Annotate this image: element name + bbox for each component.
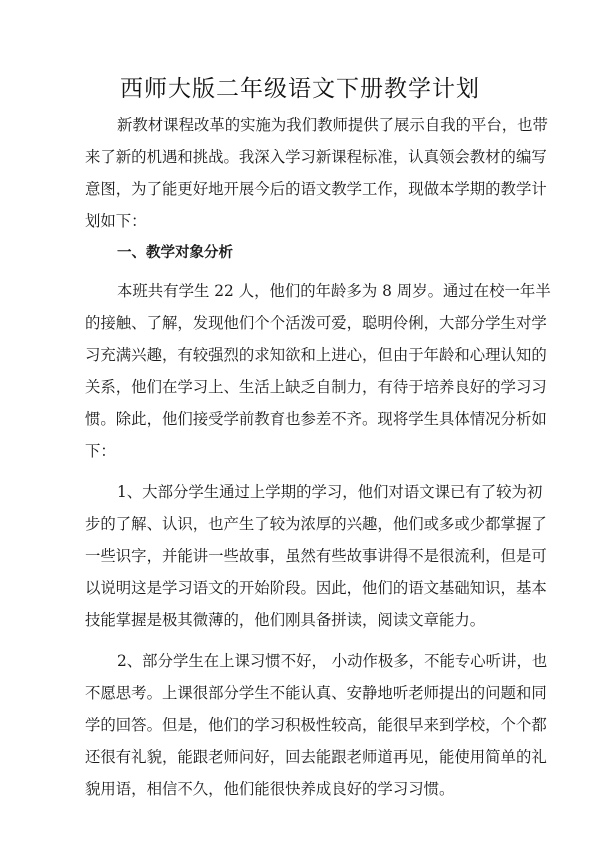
point1-line-1: 1、大部分学生通过上学期的学习，他们对语文课已有了较为初 (117, 483, 543, 501)
analysis-line-2: 的接触、了解，发现他们个个活泼可爱，聪明伶俐，大部分学生对学 (85, 314, 547, 332)
analysis-line-6: 下： (85, 442, 116, 460)
point2-line-5: 貌用语，相信不久，他们能很快养成良好的学习习惯。 (85, 780, 455, 798)
point2-line-1: 2、部分学生在上课习惯不好， 小动作极多，不能专心听讲，也 (117, 652, 548, 670)
point2-line-3: 学的回答。但是，他们的学习积极性较高，能很早来到学校，个个都 (85, 716, 547, 734)
point1-line-2: 步的了解、认识，也产生了较为浓厚的兴趣，他们或多或少都掌握了 (85, 515, 547, 533)
analysis-line-1: 本班共有学生 22 人，他们的年龄多为 8 周岁。通过在校一年半 (117, 282, 551, 300)
point2-line-4: 还很有礼貌，能跟老师问好，回去能跟老师道再见，能使用简单的礼 (85, 748, 547, 766)
section-heading-student-analysis: 一、教学对象分析 (117, 245, 233, 261)
point1-line-4: 以说明这是学习语文的开始阶段。因此，他们的语文基础知识，基本 (85, 579, 547, 597)
analysis-line-5: 惯。除此，他们接受学前教育也参差不齐。现将学生具体情况分析如 (85, 410, 547, 428)
intro-line-3: 意图，为了能更好地开展今后的语文教学工作，现做本学期的教学计 (85, 180, 547, 198)
intro-line-4: 划如下： (85, 212, 147, 230)
document-title: 西师大版二年级语文下册教学计划 (120, 76, 480, 102)
point1-line-5: 技能掌握是极其微薄的，他们刚具备拼读，阅读文章能力。 (85, 611, 486, 629)
point2-line-2: 不愿思考。上课很部分学生不能认真、安静地听老师提出的问题和同 (85, 684, 547, 702)
intro-line-2: 来了新的机遇和挑战。我深入学习新课程标准，认真领会教材的编写 (85, 148, 547, 166)
point1-line-3: 一些识字，并能讲一些故事，虽然有些故事讲得不是很流利，但是可 (85, 547, 547, 565)
analysis-line-3: 习充满兴趣，有较强烈的求知欲和上进心，但由于年龄和心理认知的 (85, 346, 547, 364)
intro-line-1: 新教材课程改革的实施为我们教师提供了展示自我的平台，也带 (117, 116, 548, 134)
analysis-line-4: 关系，他们在学习上、生活上缺乏自制力，有待于培养良好的学习习 (85, 378, 547, 396)
